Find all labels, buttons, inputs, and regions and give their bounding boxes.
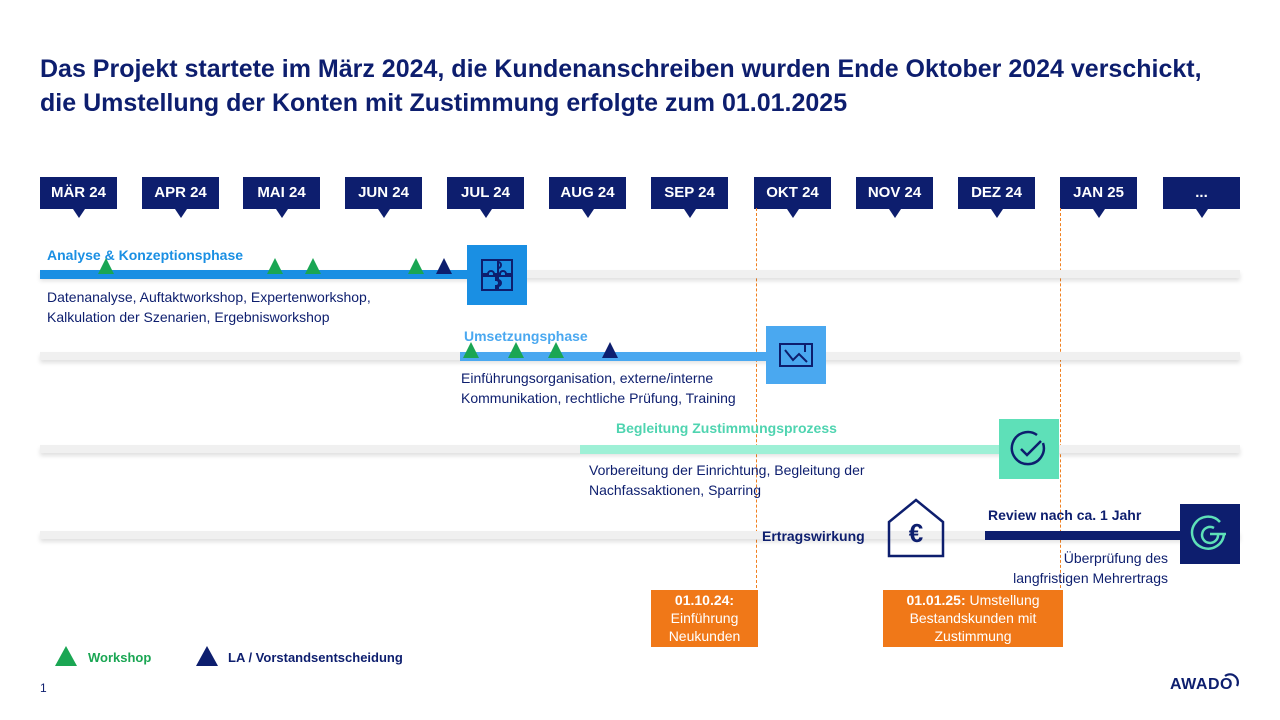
month-nov: NOV 24 xyxy=(856,177,933,209)
month-okt: OKT 24 xyxy=(754,177,831,209)
ertragswirkung-label: Ertragswirkung xyxy=(762,528,865,544)
workshop-marker xyxy=(305,258,321,274)
milestone-bestand: 01.01.25: Umstellung Bestandskunden mit Zustimmung xyxy=(883,590,1063,647)
phase-bar-begleitung xyxy=(580,445,1005,454)
phase-desc-begleitung: Vorbereitung der Einrichtung, Begleitung der Nachfassaktionen, Sparring xyxy=(589,462,865,498)
page-number: 1 xyxy=(40,681,47,695)
month-dez: DEZ 24 xyxy=(958,177,1035,209)
logo-arc-icon xyxy=(1222,672,1240,690)
workshop-marker xyxy=(508,342,524,358)
workshop-marker xyxy=(408,258,424,274)
month-apr: APR 24 xyxy=(142,177,219,209)
month-mar: MÄR 24 xyxy=(40,177,117,209)
phase-desc-umsetzung: Einführungsorganisation, externe/interne Kommunikation, rechtliche Prüfung, Training xyxy=(461,370,736,406)
month-mai: MAI 24 xyxy=(243,177,320,209)
review-bar xyxy=(985,531,1185,540)
workshop-marker xyxy=(98,258,114,274)
month-jun: JUN 24 xyxy=(345,177,422,209)
page-title: Das Projekt startete im März 2024, die Kundenanschreiben wurden Ende Oktober 2024 verschickt, die Umstellung der Konten mit Zustimmung erfolgte zum 01.01.2025 xyxy=(40,55,1202,117)
target-icon xyxy=(1180,504,1240,564)
svg-text:€: € xyxy=(908,518,924,548)
month-aug: AUG 24 xyxy=(549,177,626,209)
legend-workshop-label: Workshop xyxy=(88,650,152,665)
awado-logo: AWADO xyxy=(1170,676,1233,693)
legend-workshop-icon xyxy=(55,646,77,666)
review-desc: Überprüfung des langfristigen Mehrertrags xyxy=(1013,550,1168,586)
review-label: Review nach ca. 1 Jahr xyxy=(988,507,1142,523)
phase-label-begleitung: Begleitung Zustimmungsprozess xyxy=(616,420,837,436)
milestone-neukunden: 01.10.24: Einführung Neukunden xyxy=(651,590,758,647)
legend-la-icon xyxy=(196,646,218,666)
workshop-marker xyxy=(267,258,283,274)
decision-marker xyxy=(436,258,452,274)
phase-desc-analyse: Datenanalyse, Auftaktworkshop, Expertenworkshop, Kalkulation der Szenarien, Ergebnisworkshop xyxy=(47,289,371,325)
puzzle-icon xyxy=(467,245,527,305)
month-jan: JAN 25 xyxy=(1060,177,1137,209)
month-sep: SEP 24 xyxy=(651,177,728,209)
check-circle-icon xyxy=(999,419,1059,479)
workshop-marker xyxy=(463,342,479,358)
legend-la-label: LA / Vorstandsentscheidung xyxy=(228,650,403,665)
month-jul: JUL 24 xyxy=(447,177,524,209)
workshop-marker xyxy=(548,342,564,358)
decision-marker xyxy=(602,342,618,358)
phase-label-analyse: Analyse & Konzeptionsphase xyxy=(47,247,244,263)
phase-label-umsetzung: Umsetzungsphase xyxy=(464,328,588,344)
envelope-icon xyxy=(766,326,826,384)
euro-house-icon xyxy=(885,496,947,560)
month-more: ... xyxy=(1163,177,1240,209)
